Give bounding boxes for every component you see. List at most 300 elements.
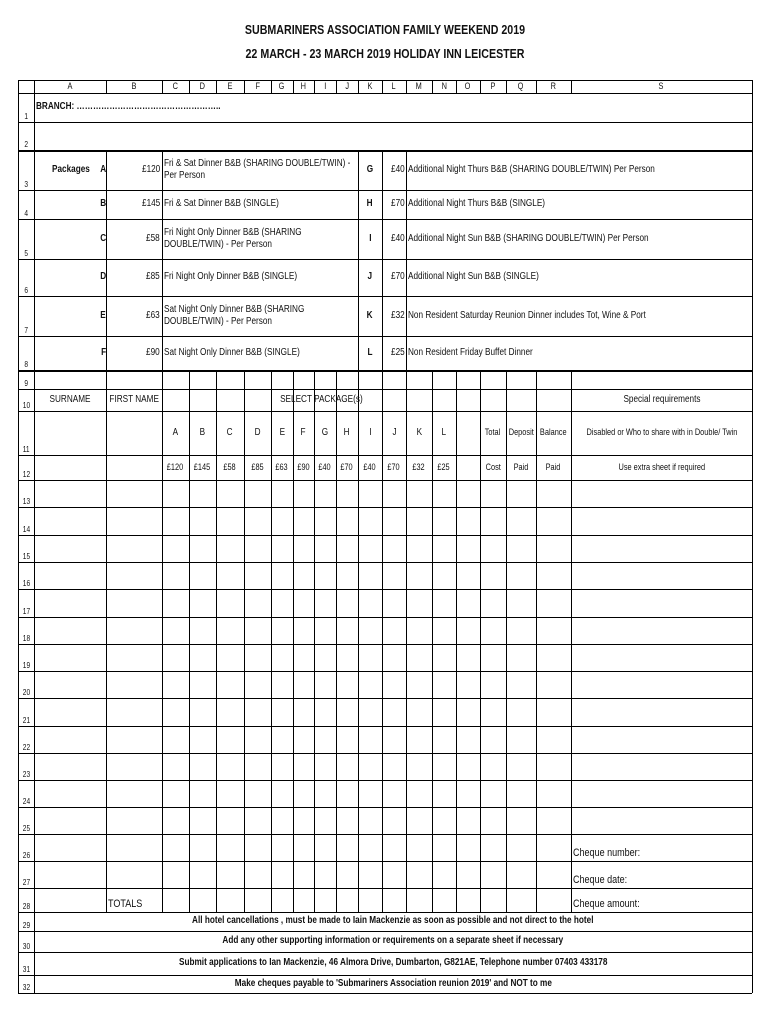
form-cell[interactable] [507,862,536,888]
form-cell[interactable] [407,645,432,671]
form-cell[interactable] [337,590,358,617]
form-cell[interactable] [407,618,432,644]
form-cell[interactable] [481,618,506,644]
form-cell[interactable] [572,508,752,535]
form-cell[interactable] [359,781,382,807]
form-cell[interactable] [537,590,571,617]
form-cell[interactable] [383,563,406,589]
form-cell[interactable] [481,590,506,617]
form-cell[interactable] [294,862,314,888]
form-cell[interactable] [315,536,336,562]
form-cell[interactable] [245,889,271,912]
form-cell[interactable] [245,699,271,726]
form-cell[interactable] [245,536,271,562]
form-cell[interactable] [272,645,293,671]
form-cell[interactable] [190,889,216,912]
form-cell[interactable] [383,536,406,562]
form-cell[interactable] [457,754,480,780]
form-cell[interactable] [537,672,571,698]
form-cell[interactable] [337,781,358,807]
form-cell[interactable] [337,481,358,507]
form-cell[interactable] [107,754,162,780]
form-cell[interactable] [190,645,216,671]
form-cell[interactable] [190,563,216,589]
form-cell[interactable] [433,618,456,644]
form-cell[interactable] [35,563,106,589]
form-cell[interactable] [272,563,293,589]
form-cell[interactable] [572,808,752,834]
footer-note [34,912,752,931]
form-cell[interactable] [190,808,216,834]
form-cell[interactable] [107,727,162,753]
form-cell[interactable] [107,590,162,617]
form-cell[interactable] [245,618,271,644]
form-cell[interactable] [433,781,456,807]
form-cell[interactable] [217,835,244,861]
form-cell[interactable] [315,727,336,753]
form-cell[interactable] [272,727,293,753]
form-cell[interactable] [294,508,314,535]
form-cell[interactable] [315,481,336,507]
form-cell[interactable] [35,699,106,726]
form-cell[interactable] [294,781,314,807]
form-cell[interactable] [190,508,216,535]
form-cell[interactable] [359,862,382,888]
form-cell[interactable] [481,699,506,726]
form-cell[interactable] [337,808,358,834]
form-cell[interactable] [572,590,752,617]
form-cell[interactable] [315,889,336,912]
form-cell[interactable] [163,781,189,807]
form-cell[interactable] [433,727,456,753]
form-cell[interactable] [107,808,162,834]
form-cell[interactable] [507,563,536,589]
form-cell[interactable] [407,481,432,507]
form-cell[interactable] [190,835,216,861]
form-cell[interactable] [217,754,244,780]
form-cell[interactable] [457,508,480,535]
form-cell[interactable] [294,590,314,617]
form-cell[interactable] [272,808,293,834]
form-cell[interactable] [407,781,432,807]
form-cell[interactable] [507,808,536,834]
form-cell[interactable] [35,672,106,698]
form-cell[interactable] [35,754,106,780]
form-cell[interactable] [163,618,189,644]
form-cell[interactable] [507,536,536,562]
form-cell[interactable] [481,889,506,912]
form-cell[interactable] [572,645,752,671]
form-cell[interactable] [383,508,406,535]
form-cell[interactable] [457,889,480,912]
form-cell[interactable] [359,754,382,780]
form-cell[interactable] [537,727,571,753]
form-cell[interactable] [407,508,432,535]
form-cell[interactable] [217,781,244,807]
form-cell[interactable] [315,781,336,807]
form-cell[interactable] [537,508,571,535]
form-cell[interactable] [433,645,456,671]
form-cell[interactable] [407,835,432,861]
form-cell[interactable] [572,699,752,726]
form-cell[interactable] [457,481,480,507]
form-cell[interactable] [294,536,314,562]
form-cell[interactable] [272,618,293,644]
form-cell[interactable] [507,618,536,644]
form-cell[interactable] [35,889,106,912]
form-cell[interactable] [337,645,358,671]
form-cell[interactable] [359,563,382,589]
form-cell[interactable] [359,727,382,753]
form-cell[interactable] [35,862,106,888]
form-cell[interactable] [245,781,271,807]
form-cell[interactable] [217,808,244,834]
form-cell[interactable] [217,645,244,671]
form-cell[interactable] [245,754,271,780]
form-cell[interactable] [457,808,480,834]
form-cell[interactable] [407,590,432,617]
form-cell[interactable] [383,808,406,834]
form-cell[interactable] [315,808,336,834]
form-cell[interactable] [433,754,456,780]
form-cell[interactable] [481,563,506,589]
form-cell[interactable] [315,508,336,535]
form-cell[interactable] [245,808,271,834]
form-cell[interactable] [217,508,244,535]
form-cell[interactable] [107,672,162,698]
form-cell[interactable] [537,618,571,644]
form-cell[interactable] [481,727,506,753]
form-cell[interactable] [537,536,571,562]
form-cell[interactable] [383,835,406,861]
form-cell[interactable] [433,889,456,912]
form-cell[interactable] [337,618,358,644]
form-cell[interactable] [433,508,456,535]
form-cell[interactable] [272,754,293,780]
form-cell[interactable] [294,889,314,912]
form-cell[interactable] [481,754,506,780]
form-cell[interactable] [481,508,506,535]
form-cell[interactable] [407,699,432,726]
form-cell[interactable] [507,754,536,780]
form-cell[interactable] [457,835,480,861]
form-cell[interactable] [217,862,244,888]
form-cell[interactable] [107,645,162,671]
form-cell[interactable] [272,672,293,698]
form-cell[interactable] [481,481,506,507]
form-cell[interactable] [359,808,382,834]
form-cell[interactable] [433,536,456,562]
form-cell[interactable] [457,563,480,589]
form-cell[interactable] [315,835,336,861]
form-cell[interactable] [35,536,106,562]
form-cell[interactable] [359,618,382,644]
form-cell[interactable] [383,481,406,507]
form-cell[interactable] [337,536,358,562]
form-cell[interactable] [337,727,358,753]
form-cell[interactable] [481,781,506,807]
form-cell[interactable] [294,808,314,834]
form-cell[interactable] [507,645,536,671]
form-cell[interactable] [457,618,480,644]
form-cell[interactable] [35,808,106,834]
form-cell[interactable] [245,590,271,617]
form-cell[interactable] [315,862,336,888]
form-cell[interactable] [272,889,293,912]
form-cell[interactable] [315,699,336,726]
form-cell[interactable] [163,590,189,617]
form-cell[interactable] [107,536,162,562]
form-cell[interactable] [217,727,244,753]
form-cell[interactable] [217,889,244,912]
form-cell[interactable] [190,699,216,726]
form-cell[interactable] [190,481,216,507]
form-cell[interactable] [457,699,480,726]
form-cell[interactable] [107,618,162,644]
form-cell[interactable] [481,536,506,562]
form-cell[interactable] [572,672,752,698]
form-cell[interactable] [217,618,244,644]
form-cell[interactable] [433,808,456,834]
form-cell[interactable] [433,590,456,617]
form-cell[interactable] [572,618,752,644]
form-cell[interactable] [537,563,571,589]
form-cell[interactable] [272,481,293,507]
form-cell[interactable] [190,727,216,753]
form-cell[interactable] [294,699,314,726]
form-cell[interactable] [537,808,571,834]
form-cell[interactable] [107,835,162,861]
form-cell[interactable] [272,835,293,861]
form-cell[interactable] [433,862,456,888]
form-cell[interactable] [407,563,432,589]
form-cell[interactable] [190,590,216,617]
form-cell[interactable] [359,590,382,617]
form-cell[interactable] [163,672,189,698]
form-cell[interactable] [107,862,162,888]
form-cell[interactable] [572,781,752,807]
form-cell[interactable] [383,862,406,888]
form-cell[interactable] [537,699,571,726]
form-cell[interactable] [383,672,406,698]
form-cell[interactable] [315,754,336,780]
form-cell[interactable] [359,889,382,912]
form-cell[interactable] [337,754,358,780]
form-cell[interactable] [35,481,106,507]
form-cell[interactable] [190,862,216,888]
form-cell[interactable] [163,645,189,671]
form-cell[interactable] [35,727,106,753]
form-cell[interactable] [383,590,406,617]
form-cell[interactable] [383,781,406,807]
form-cell[interactable] [572,563,752,589]
form-cell[interactable] [337,699,358,726]
form-cell[interactable] [359,536,382,562]
form-cell[interactable] [537,781,571,807]
form-cell[interactable] [35,618,106,644]
form-cell[interactable] [272,781,293,807]
form-cell[interactable] [407,536,432,562]
form-cell[interactable] [272,590,293,617]
form-cell[interactable] [217,563,244,589]
form-cell[interactable] [537,889,571,912]
form-cell[interactable] [35,590,106,617]
form-cell[interactable] [481,835,506,861]
form-cell[interactable] [383,645,406,671]
form-cell[interactable] [481,645,506,671]
form-cell[interactable] [337,889,358,912]
form-cell[interactable] [383,699,406,726]
form-cell[interactable] [537,645,571,671]
form-cell[interactable] [337,508,358,535]
form-cell[interactable] [457,672,480,698]
form-cell[interactable] [359,835,382,861]
form-cell[interactable] [163,699,189,726]
form-cell[interactable] [107,508,162,535]
form-cell[interactable] [457,781,480,807]
form-cell[interactable] [383,889,406,912]
form-cell[interactable] [245,645,271,671]
form-cell[interactable] [359,508,382,535]
form-cell[interactable] [294,672,314,698]
form-cell[interactable] [217,590,244,617]
form-cell[interactable] [35,645,106,671]
form-cell[interactable] [294,754,314,780]
form-cell[interactable] [359,699,382,726]
form-cell[interactable] [433,835,456,861]
form-cell[interactable] [481,862,506,888]
form-cell[interactable] [217,672,244,698]
form-cell[interactable] [217,536,244,562]
form-cell[interactable] [190,536,216,562]
form-cell[interactable] [272,699,293,726]
form-cell[interactable] [507,590,536,617]
form-cell[interactable] [163,727,189,753]
form-cell[interactable] [337,672,358,698]
form-cell[interactable] [383,618,406,644]
form-cell[interactable] [433,699,456,726]
form-cell[interactable] [572,727,752,753]
form-cell[interactable] [507,781,536,807]
form-cell[interactable] [457,727,480,753]
form-cell[interactable] [272,862,293,888]
form-cell[interactable] [35,781,106,807]
form-cell[interactable] [433,672,456,698]
form-cell[interactable] [107,481,162,507]
form-cell[interactable] [507,508,536,535]
form-cell[interactable] [294,645,314,671]
form-cell[interactable] [107,563,162,589]
form-cell[interactable] [507,889,536,912]
form-cell[interactable] [163,536,189,562]
form-cell[interactable] [163,754,189,780]
form-cell[interactable] [337,563,358,589]
form-cell[interactable] [315,672,336,698]
form-cell[interactable] [35,508,106,535]
form-cell[interactable] [163,563,189,589]
form-cell[interactable] [507,481,536,507]
form-cell[interactable] [245,563,271,589]
form-cell[interactable] [163,862,189,888]
form-cell[interactable] [407,808,432,834]
form-cell[interactable] [572,481,752,507]
form-cell[interactable] [294,481,314,507]
form-cell[interactable] [294,618,314,644]
form-cell[interactable] [107,781,162,807]
form-cell[interactable] [457,645,480,671]
form-cell[interactable] [294,835,314,861]
form-cell[interactable] [572,754,752,780]
form-cell[interactable] [481,808,506,834]
form-cell[interactable] [433,481,456,507]
form-cell[interactable] [315,563,336,589]
form-cell[interactable] [359,645,382,671]
form-cell[interactable] [537,754,571,780]
form-cell[interactable] [407,672,432,698]
form-cell[interactable] [407,889,432,912]
form-cell[interactable] [359,672,382,698]
form-cell[interactable] [272,508,293,535]
form-cell[interactable] [572,536,752,562]
form-cell[interactable] [507,672,536,698]
form-cell[interactable] [163,508,189,535]
form-cell[interactable] [163,481,189,507]
form-cell[interactable] [294,727,314,753]
form-cell[interactable] [507,699,536,726]
form-cell[interactable] [457,862,480,888]
form-cell[interactable] [163,835,189,861]
form-cell[interactable] [507,727,536,753]
form-cell[interactable] [537,835,571,861]
form-cell[interactable] [457,536,480,562]
form-cell[interactable] [190,618,216,644]
form-cell[interactable] [190,781,216,807]
form-cell[interactable] [537,481,571,507]
form-cell[interactable] [217,699,244,726]
form-cell[interactable] [107,699,162,726]
form-cell[interactable] [407,754,432,780]
form-cell[interactable] [190,754,216,780]
form-cell[interactable] [217,481,244,507]
form-cell[interactable] [383,727,406,753]
form-cell[interactable] [457,590,480,617]
form-cell[interactable] [433,563,456,589]
form-cell[interactable] [245,727,271,753]
form-cell[interactable] [190,672,216,698]
form-cell[interactable] [245,672,271,698]
form-cell[interactable] [272,536,293,562]
form-cell[interactable] [245,508,271,535]
form-cell[interactable] [294,563,314,589]
form-cell[interactable] [407,727,432,753]
form-cell[interactable] [407,862,432,888]
form-cell[interactable] [315,645,336,671]
form-cell[interactable] [163,808,189,834]
form-cell[interactable] [245,835,271,861]
form-cell[interactable] [383,754,406,780]
form-cell[interactable] [537,862,571,888]
form-cell[interactable] [245,481,271,507]
form-cell[interactable] [245,862,271,888]
form-cell[interactable] [315,590,336,617]
form-cell[interactable] [507,835,536,861]
form-cell[interactable] [337,835,358,861]
form-cell[interactable] [359,481,382,507]
form-cell[interactable] [35,835,106,861]
form-cell[interactable] [315,618,336,644]
form-cell[interactable] [337,862,358,888]
form-cell[interactable] [481,672,506,698]
